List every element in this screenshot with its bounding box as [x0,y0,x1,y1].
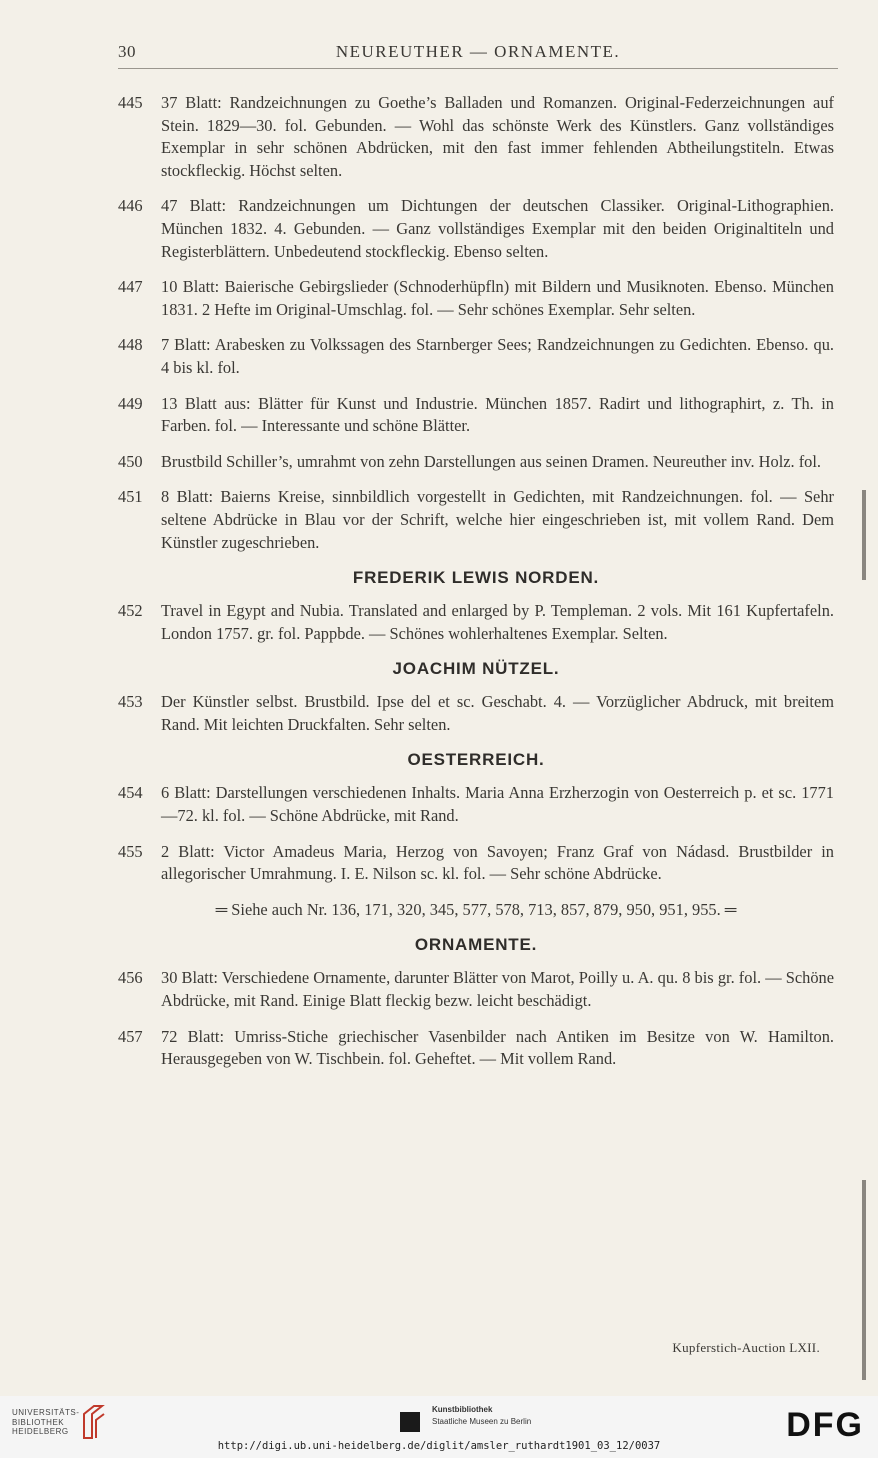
uni-line: UNIVERSITÄTS- [12,1408,80,1417]
lot-text: 2 Blatt: Victor Amadeus Maria, Herzog von Savoyen; Franz Graf von Nádasd. Brustbilder in allegorischer Umrahmung. I. E. Nilson sc. kl. fol. — Sehr schöne Abdrücke. [161,841,834,884]
lot-text: 37 Blatt: Randzeichnungen zu Goethe’s Balladen und Romanzen. Original-Federzeichnungen auf Stein. 1829—30. fol. Gebunden. — Wohl das schönste Werk des Künstlers. Ganz vollständiges Exemplar in sehr schönen Abdrücken, mit den fast immer fehlenden Abtheilungstiteln. Etwas stockfleckig. Höchst selten. [161,93,834,180]
lot-text: 72 Blatt: Umriss-Stiche griechischer Vasenbilder nach Antiken im Besitze von W. Hamilton. Herausgegeben von W. Tischbein. fol. Geheftet. — Mit vollem Rand. [161,1026,834,1069]
running-title: NEUREUTHER — ORNAMENTE. [335,42,621,61]
lot-text: Der Künstler selbst. Brustbild. Ipse del et sc. Geschabt. 4. — Vorzüglicher Abdruck, mit breitem Rand. Mit leichten Druckfalten. Sehr selten. [161,692,834,734]
lot-text: Brustbild Schiller’s, umrahmt von zehn Darstellungen aus seinen Dramen. Neureuther inv. Holz. fol. [161,451,822,471]
catalog-entry [118,451,834,474]
catalog-entry [118,195,834,263]
lot-text: 13 Blatt aus: Blätter für Kunst und Industrie. München 1857. Radirt und lithographirt, z. Th. in Farben. fol. — Interessante und schöne Blätter. [161,393,834,436]
lot-number: 445 [118,93,143,112]
lot-number: 457 [118,1026,143,1046]
signature-note: Kupferstich-Auction LXII. [672,1340,820,1355]
lot-number: 454 [118,783,143,803]
lot-text: 10 Blatt: Baierische Gebirgslieder (Schnoderhüpfln) mit Bildern und Musiknoten. Ebenso. München 1831. 2 Hefte im Original-Umschlag. fol. — Sehr schönes Exemplar. Sehr selten. [161,277,834,319]
running-header [118,38,838,69]
kunstbibliothek-label [432,1404,531,1428]
kunstbibliothek-subtitle: Staatliche Museen zu Berlin [432,1417,532,1426]
lot-text: 47 Blatt: Randzeichnungen um Dichtungen der deutschen Classiker. Original-Lithographien. München 1832. 4. Gebunden. — Ganz vollständiges Exemplar mit den beiden Originaltiteln und Registerblättern. Unbedeutend stockfleckig. Ebenso selten. [161,196,834,261]
lot-text: 8 Blatt: Baierns Kreise, sinnbildlich vorgestellt in Gedichten, mit Randzeichnungen. fol. — Sehr seltene Abdrücke in Blau vor der Schrift, welche hier eingeschrieben ist, mit vollem Rand. Dem Künstler zugeschrieben. [161,487,834,552]
lot-number: 446 [118,196,143,216]
uni-line: HEIDELBERG [12,1427,69,1436]
section-heading-nuetzel: JOACHIM NÜTZEL. [392,659,560,679]
catalog-entry [118,600,834,645]
dfg-logo: DFG [786,1406,864,1444]
catalog-entry [118,486,834,554]
kunstbibliothek-title: Kunstbibliothek [432,1405,493,1414]
lot-text: 30 Blatt: Verschiedene Ornamente, darunter Blätter von Marot, Poilly u. A. qu. 8 bis gr. fol. — Schöne Abdrücke, mit Rand. Einige Blatt fleckig bezw. leicht beschädigt. [161,968,834,1011]
page-edge-shadow [862,1180,866,1380]
catalog-entry [118,334,834,379]
lot-number: 451 [118,487,143,507]
catalog-entry [118,393,834,438]
lot-number: 452 [118,601,143,621]
see-also-note: ═ Siehe auch Nr. 136, 171, 320, 345, 577, 578, 713, 857, 879, 950, 951, 955. ═ [215,899,737,919]
catalog-entry [118,1026,834,1071]
section-heading-oesterreich: OESTERREICH. [407,750,545,770]
lot-text: 6 Blatt: Darstellungen verschiedenen Inhalts. Maria Anna Erzherzogin von Oesterreich p. et sc. 1771—72. kl. fol. — Schöne Abdrücke, mit Rand. [161,783,834,826]
university-logo-icon [80,1404,106,1440]
lot-number: 448 [118,335,143,355]
section-heading-norden: FREDERIK LEWIS NORDEN. [352,568,600,588]
lot-number: 453 [118,692,143,712]
digitization-footer [0,1396,878,1458]
lot-text: 7 Blatt: Arabesken zu Volkssagen des Starnberger Sees; Randzeichnungen zu Gedichten. Ebenso. qu. 4 bis kl. fol. [161,335,834,377]
section-heading-ornamente: ORNAMENTE. [414,935,538,955]
lot-text: Travel in Egypt and Nubia. Translated and enlarged by P. Templeman. 2 vols. Mit 161 Kupfertafeln. London 1757. gr. fol. Pappbde. — Schönes wohlerhaltenes Exemplar. Selten. [161,601,834,643]
lot-number: 456 [118,968,143,988]
catalog-entry [118,967,834,1012]
catalog-entries [118,92,834,1084]
kunstbibliothek-logo-icon [400,1412,420,1432]
page-number: 30 [118,42,136,61]
lot-number: 450 [118,451,143,471]
catalog-entry [118,782,834,827]
catalog-entry [118,276,834,321]
catalog-entry [118,92,834,182]
lot-number: 447 [118,277,143,297]
catalog-entry [118,691,834,736]
university-library-label [12,1408,80,1437]
uni-line: BIBLIOTHEK [12,1417,65,1427]
source-url[interactable]: http://digi.ub.uni-heidelberg.de/diglit/amsler_ruthardt1901_03_12/0037 [217,1440,661,1452]
page-edge-shadow [862,490,866,580]
lot-number: 455 [118,841,143,861]
catalog-entry [118,841,834,886]
lot-number: 449 [118,393,143,413]
